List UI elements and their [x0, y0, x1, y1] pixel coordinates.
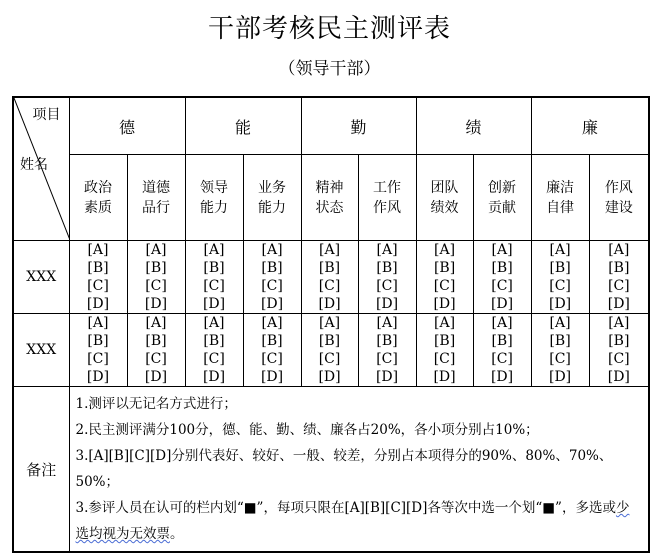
- subitem-header: [243, 155, 301, 241]
- subitem-header-line: 素质: [84, 199, 112, 216]
- rating-option[interactable]: [C]: [261, 351, 283, 367]
- rating-option[interactable]: [C]: [145, 278, 167, 294]
- rating-options-cell[interactable]: [473, 241, 531, 314]
- rating-option[interactable]: [C]: [261, 278, 283, 294]
- rating-option[interactable]: [A]: [434, 242, 456, 258]
- subitem-header-line: 政治: [84, 179, 112, 196]
- rating-option[interactable]: [D]: [202, 296, 226, 312]
- rating-options-cell[interactable]: [127, 241, 185, 314]
- subitem-header-line: 领导: [200, 179, 229, 196]
- rating-option[interactable]: [B]: [145, 333, 167, 349]
- corner-label-item: 项目: [32, 107, 61, 123]
- rating-options-cell[interactable]: [531, 241, 589, 314]
- rating-option[interactable]: [D]: [548, 369, 572, 385]
- rating-option[interactable]: [D]: [375, 296, 399, 312]
- rating-option[interactable]: [C]: [376, 351, 398, 367]
- rating-option[interactable]: [B]: [203, 333, 225, 349]
- rating-option[interactable]: [A]: [87, 242, 109, 258]
- rating-option[interactable]: [C]: [318, 351, 341, 367]
- subitem-header: [127, 155, 185, 241]
- rating-option[interactable]: [A]: [261, 315, 283, 331]
- rating-option[interactable]: [B]: [318, 260, 341, 276]
- rating-options-cell[interactable]: [127, 314, 185, 387]
- rating-option[interactable]: [B]: [608, 260, 630, 276]
- rating-option[interactable]: [B]: [608, 333, 630, 349]
- subitem-header-line: 作风: [373, 199, 402, 216]
- note-text-underlined: 少选均视为无效票: [75, 500, 630, 542]
- rating-option[interactable]: [C]: [376, 278, 398, 294]
- note-item: 3.[A][B][C][D]分别代表好、较好、一般、较差，分别占本项得分的90%、80%、70%、50%；: [75, 448, 613, 490]
- rating-option[interactable]: [A]: [319, 315, 341, 331]
- subitem-header: [69, 155, 127, 241]
- rating-option[interactable]: [A]: [608, 242, 630, 258]
- category-header: 能: [185, 97, 301, 155]
- rating-option[interactable]: [B]: [376, 260, 398, 276]
- rating-option[interactable]: [C]: [433, 278, 456, 294]
- rating-option[interactable]: [C]: [491, 351, 513, 367]
- subitem-header: [589, 155, 649, 241]
- rating-option[interactable]: [D]: [86, 369, 110, 385]
- rating-options-cell[interactable]: [185, 314, 243, 387]
- person-name: XXX: [13, 314, 69, 387]
- subitem-header-line: 工作: [373, 179, 402, 196]
- rating-option[interactable]: [B]: [87, 333, 109, 349]
- rating-options-cell[interactable]: [185, 241, 243, 314]
- rating-option[interactable]: [C]: [203, 278, 225, 294]
- rating-options-cell[interactable]: [531, 314, 589, 387]
- rating-option[interactable]: [C]: [608, 351, 630, 367]
- rating-option[interactable]: [A]: [376, 315, 398, 331]
- rating-option[interactable]: [D]: [86, 296, 110, 312]
- category-header: 绩: [416, 97, 531, 155]
- rating-option[interactable]: [A]: [608, 315, 630, 331]
- rating-options-cell[interactable]: [416, 241, 473, 314]
- rating-option[interactable]: [B]: [433, 333, 456, 349]
- subitem-header-line: 状态: [315, 199, 344, 216]
- subitem-header-line: 道德: [142, 179, 170, 196]
- person-name: XXX: [13, 241, 69, 314]
- rating-options-cell[interactable]: [243, 241, 301, 314]
- rating-option[interactable]: [C]: [549, 278, 571, 294]
- rating-option[interactable]: [C]: [318, 278, 341, 294]
- subitem-header-line: 廉洁: [546, 179, 575, 196]
- subitem-header-line: 能力: [200, 199, 229, 216]
- category-header: 廉: [531, 97, 649, 155]
- rating-options-cell[interactable]: [416, 314, 473, 387]
- header-corner-cell: [13, 97, 69, 241]
- rating-option[interactable]: [D]: [548, 296, 572, 312]
- rating-option[interactable]: [C]: [145, 351, 167, 367]
- subitem-header-line: 精神: [315, 179, 344, 196]
- rating-option[interactable]: [B]: [376, 333, 398, 349]
- rating-option[interactable]: [D]: [490, 369, 514, 385]
- subitem-header-line: 贡献: [488, 199, 517, 216]
- rating-option[interactable]: [A]: [261, 242, 283, 258]
- rating-option[interactable]: [A]: [549, 315, 571, 331]
- rating-option[interactable]: [B]: [491, 260, 513, 276]
- rating-option[interactable]: [D]: [144, 296, 168, 312]
- rating-options-cell[interactable]: [301, 241, 358, 314]
- rating-option[interactable]: [A]: [87, 315, 109, 331]
- note-item: [76, 495, 643, 547]
- subitem-header-line: 创新: [488, 179, 517, 196]
- rating-options-cell[interactable]: [358, 314, 416, 387]
- rating-option[interactable]: [C]: [87, 351, 109, 367]
- rating-option[interactable]: [A]: [319, 242, 341, 258]
- rating-option[interactable]: [B]: [87, 260, 109, 276]
- rating-option[interactable]: [B]: [491, 333, 513, 349]
- rating-option[interactable]: [C]: [491, 278, 513, 294]
- subitem-header: [416, 155, 473, 241]
- rating-option[interactable]: [B]: [203, 260, 225, 276]
- rating-options-cell[interactable]: [301, 314, 358, 387]
- subitem-header: [531, 155, 589, 241]
- subitem-header-line: 业务: [258, 179, 287, 196]
- subitem-header: [473, 155, 531, 241]
- rating-option[interactable]: [D]: [375, 369, 399, 385]
- rating-option[interactable]: [D]: [607, 296, 630, 312]
- rating-option[interactable]: [A]: [145, 315, 167, 331]
- rating-option[interactable]: [B]: [433, 260, 456, 276]
- page-subtitle: （领导干部）: [278, 59, 381, 79]
- rating-option[interactable]: [D]: [260, 296, 284, 312]
- rating-option[interactable]: [C]: [87, 278, 109, 294]
- rating-option[interactable]: [C]: [608, 278, 630, 294]
- rating-options-cell[interactable]: [589, 241, 649, 314]
- subitem-header-line: 品行: [142, 199, 170, 216]
- rating-option[interactable]: [C]: [433, 351, 456, 367]
- corner-label-name: 姓名: [20, 157, 48, 173]
- evaluation-table: [12, 96, 650, 553]
- rating-option[interactable]: [D]: [607, 369, 630, 385]
- rating-option[interactable]: [C]: [203, 351, 225, 367]
- subitem-header: [185, 155, 243, 241]
- subitem-header-line: 自律: [546, 199, 575, 216]
- note-text: 3.参评人员在认可的栏内划“■”，每项只限在[A][B][C][D]各等次中选一个划“■”，多选或: [75, 500, 616, 516]
- rating-options-cell[interactable]: [69, 314, 127, 387]
- subitem-header: [301, 155, 358, 241]
- subitem-header-line: 建设: [604, 199, 633, 216]
- note-item: 2.民主测评满分100分，德、能、勤、绩、廉各占20%，各小项分别占10%；: [75, 422, 539, 438]
- rating-option[interactable]: [B]: [261, 260, 283, 276]
- subitem-header-line: 作风: [604, 179, 633, 196]
- rating-option[interactable]: [D]: [202, 369, 226, 385]
- subitem-header-line: 团队: [430, 179, 459, 196]
- note-text: 。: [170, 526, 184, 542]
- rating-option[interactable]: [D]: [260, 369, 284, 385]
- subitem-header-line: 绩效: [430, 199, 459, 216]
- rating-option[interactable]: [D]: [318, 369, 341, 385]
- note-item: 1.测评以无记名方式进行；: [75, 396, 237, 412]
- rating-option[interactable]: [D]: [318, 296, 341, 312]
- rating-options-cell[interactable]: [243, 314, 301, 387]
- rating-option[interactable]: [B]: [318, 333, 341, 349]
- rating-options-cell[interactable]: [69, 241, 127, 314]
- rating-option[interactable]: [B]: [145, 260, 167, 276]
- page-title: 干部考核民主测评表: [207, 14, 451, 44]
- rating-option[interactable]: [A]: [203, 315, 225, 331]
- category-header: 德: [69, 97, 185, 155]
- rating-option[interactable]: [A]: [203, 242, 225, 258]
- rating-option[interactable]: [A]: [434, 315, 456, 331]
- rating-option[interactable]: [C]: [549, 351, 571, 367]
- rating-option[interactable]: [A]: [549, 242, 571, 258]
- rating-option[interactable]: [B]: [549, 333, 571, 349]
- rating-option[interactable]: [A]: [491, 242, 513, 258]
- rating-option[interactable]: [B]: [549, 260, 571, 276]
- remarks-notes: [69, 387, 649, 553]
- rating-option[interactable]: [D]: [433, 369, 456, 385]
- rating-option[interactable]: [D]: [144, 369, 168, 385]
- rating-option[interactable]: [B]: [261, 333, 283, 349]
- rating-options-cell[interactable]: [473, 314, 531, 387]
- rating-options-cell[interactable]: [589, 314, 649, 387]
- rating-option[interactable]: [A]: [376, 242, 398, 258]
- subitem-header-line: 能力: [258, 199, 287, 216]
- rating-option[interactable]: [A]: [491, 315, 513, 331]
- category-header: 勤: [301, 97, 416, 155]
- remarks-label: 备注: [13, 387, 69, 553]
- subitem-header: [358, 155, 416, 241]
- rating-option[interactable]: [A]: [145, 242, 167, 258]
- rating-options-cell[interactable]: [358, 241, 416, 314]
- rating-option[interactable]: [D]: [433, 296, 456, 312]
- rating-option[interactable]: [D]: [490, 296, 514, 312]
